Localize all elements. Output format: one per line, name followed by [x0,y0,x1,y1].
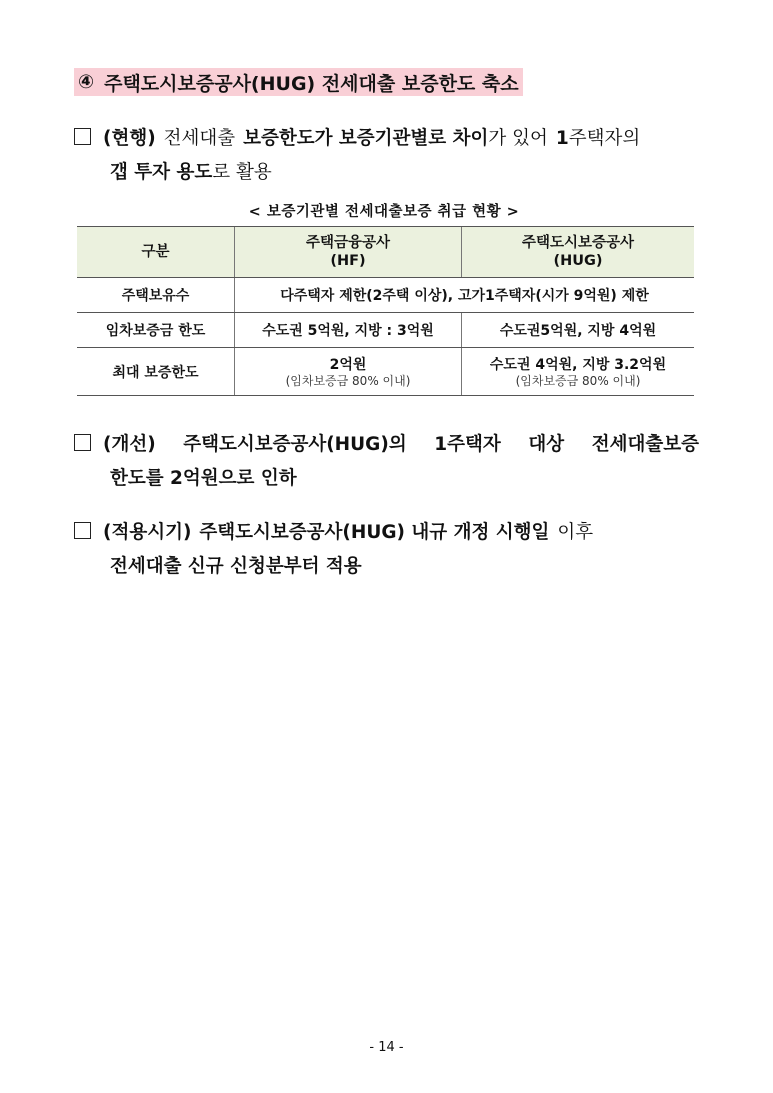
checkbox-icon [74,434,91,451]
section-title-text: 주택도시보증공사(HUG) 전세대출 보증한도 축소 [104,72,519,95]
current-text-4: 1 [555,128,569,149]
table-cell: 2억원 (임차보증금 80% 이내) [235,348,462,396]
table-cell: 수도권5억원, 지방 4억원 [462,313,695,348]
section-number: ④ [78,71,95,93]
improvement-text-1: 주택도시보증공사(HUG)의 [183,434,407,455]
section-title [74,68,523,96]
current-status-paragraph [74,122,714,190]
header-hf: 주택금융공사 (HF) [235,227,462,278]
page-number: - 14 - [369,1040,404,1055]
guarantee-table [77,226,694,396]
improvement-text-2: 1주택자 [434,434,501,455]
timing-text-1: 주택도시보증공사(HUG) 내규 개정 시행일 [199,522,550,543]
table-cell: 수도권 4억원, 지방 3.2억원 (임차보증금 80% 이내) [462,348,695,396]
timing-tag: (적용시기) [103,522,192,543]
checkbox-icon [74,128,91,145]
current-text-6: 갭 투자 용도 [110,162,213,183]
current-text-3: 가 있어 [488,128,548,149]
timing-text-2: 이후 [557,522,594,543]
timing-line-2: 전세대출 신규 신청분부터 적용 [110,556,362,577]
current-text-5: 주택자의 [568,128,641,149]
checkbox-icon [74,522,91,539]
improvement-tag: (개선) [103,434,156,455]
row-label: 최대 보증한도 [77,348,235,396]
improvement-paragraph [74,428,714,496]
improvement-text-3: 대상 [528,434,565,455]
current-tag: (현행) [103,128,156,149]
table-row [77,278,694,313]
header-hug: 주택도시보증공사 (HUG) [462,227,695,278]
improvement-text-4: 전세대출보증 [591,434,699,455]
current-text-7: 로 활용 [212,162,272,183]
table-row [77,313,694,348]
table-header-row [77,227,694,278]
row-label: 주택보유수 [77,278,235,313]
table-cell: 수도권 5억원, 지방 : 3억원 [235,313,462,348]
improvement-line-2: 한도를 2억원으로 인하 [110,468,297,489]
header-category: 구분 [77,227,235,278]
timing-paragraph [74,516,714,584]
current-text-1: 전세대출 [163,128,236,149]
table-caption: < 보증기관별 전세대출보증 취급 현황 > [248,204,520,220]
current-text-2: 보증한도가 보증기관별로 차이 [243,128,489,149]
table-row [77,348,694,396]
table-cell: 다주택자 제한(2주택 이상), 고가1주택자(시가 9억원) 제한 [235,278,695,313]
row-label: 임차보증금 한도 [77,313,235,348]
